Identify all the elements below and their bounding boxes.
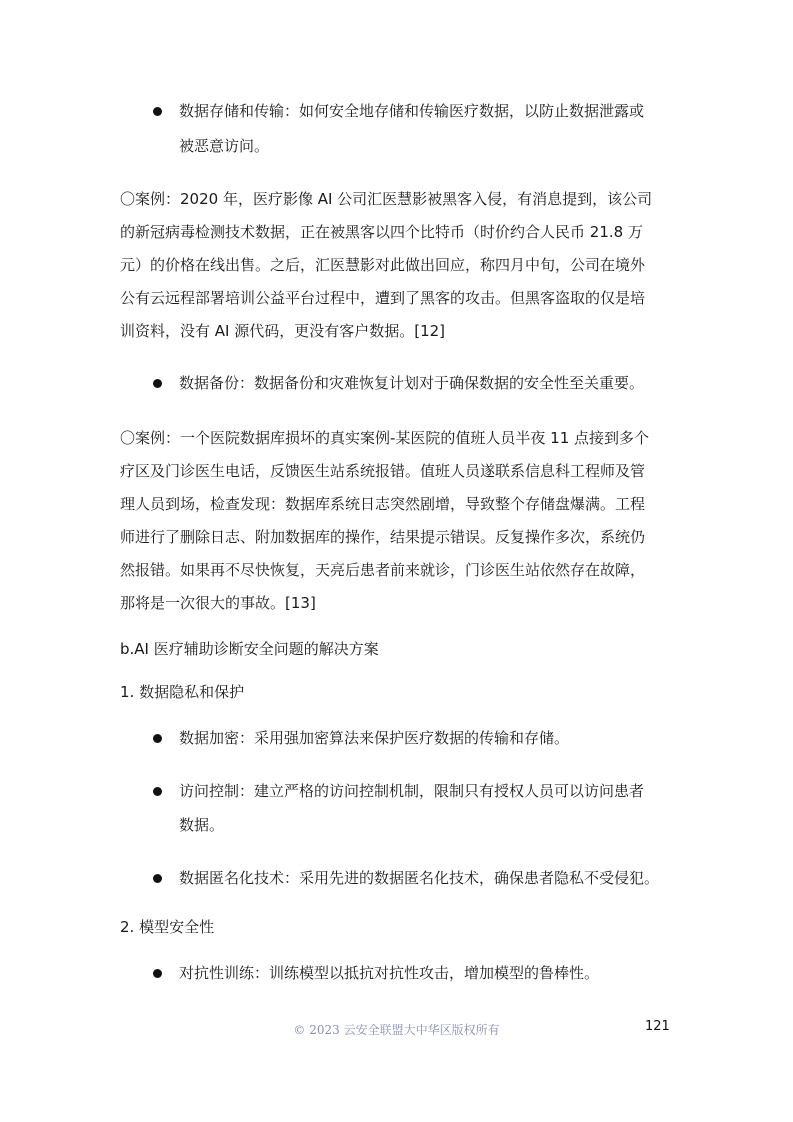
- case2-line: 〇案例：一个医院数据库损坏的真实案例-某医院的值班人员半夜 11 点接到多个: [120, 429, 650, 447]
- footer-copyright: © 2023 云安全联盟大中华区版权所有: [293, 1023, 500, 1037]
- bullet-icon: [153, 787, 162, 796]
- bullet-text-adv: 对抗性训练：训练模型以抵抗对抗性攻击，增加模型的鲁棒性。: [179, 964, 600, 982]
- bullet-text-anon: 数据匿名化技术：采用先进的数据匿名化技术，确保患者隐私不受侵犯。: [179, 869, 660, 887]
- case2-line: 那将是一次很大的事故。[13]: [120, 594, 316, 612]
- case1-line: 的新冠病毒检测技术数据，正在被黑客以四个比特币（时价约合人民币 21.8 万: [120, 223, 643, 241]
- bullet-text-access-cont: 数据。: [179, 816, 225, 834]
- bullet-text-backup: 数据备份：数据备份和灾难恢复计划对于确保数据的安全性至关重要。: [179, 374, 645, 392]
- case1-line: 〇案例：2020 年，医疗影像 AI 公司汇医慧影被黑客入侵，有消息提到，该公司: [120, 190, 653, 208]
- case2-line: 师进行了删除日志、附加数据库的操作，结果提示错误。反复操作多次，系统仍: [120, 528, 646, 546]
- bullet-text-access: 访问控制：建立严格的访问控制机制，限制只有授权人员可以访问患者: [179, 782, 645, 800]
- bullet-text-encrypt: 数据加密：采用强加密算法来保护医疗数据的传输和存储。: [179, 729, 570, 747]
- bullet-icon: [153, 874, 162, 883]
- case2-line: 疗区及门诊医生电话，反馈医生站系统报错。值班人员遂联系信息科工程师及管: [120, 462, 646, 480]
- case1-line: 训资料，没有 AI 源代码，更没有客户数据。[12]: [120, 322, 446, 340]
- case1-line: 元）的价格在线出售。之后，汇医慧影对此做出回应，称四月中旬，公司在境外: [120, 256, 646, 274]
- bullet-text-storage: 数据存储和传输：如何安全地存储和传输医疗数据，以防止数据泄露或: [179, 102, 645, 120]
- section-heading: b.AI 医疗辅助诊断安全问题的解决方案: [120, 640, 379, 658]
- page-number: 121: [645, 1019, 670, 1034]
- bullet-text-storage-cont: 被恶意访问。: [179, 137, 270, 155]
- list-item-heading: 2. 模型安全性: [120, 918, 215, 936]
- bullet-icon: [153, 107, 162, 116]
- case1-line: 公有云远程部署培训公益平台过程中，遭到了黑客的攻击。但黑客盗取的仅是培: [120, 289, 646, 307]
- list-item-heading: 1. 数据隐私和保护: [120, 683, 245, 701]
- bullet-icon: [153, 379, 162, 388]
- bullet-icon: [153, 969, 162, 978]
- case2-line: 理人员到场，检查发现：数据库系统日志突然剧增，导致整个存储盘爆满。工程: [120, 495, 646, 513]
- bullet-icon: [153, 734, 162, 743]
- case2-line: 然报错。如果再不尽快恢复，天亮后患者前来就诊，门诊医生站依然存在故障，: [120, 561, 646, 579]
